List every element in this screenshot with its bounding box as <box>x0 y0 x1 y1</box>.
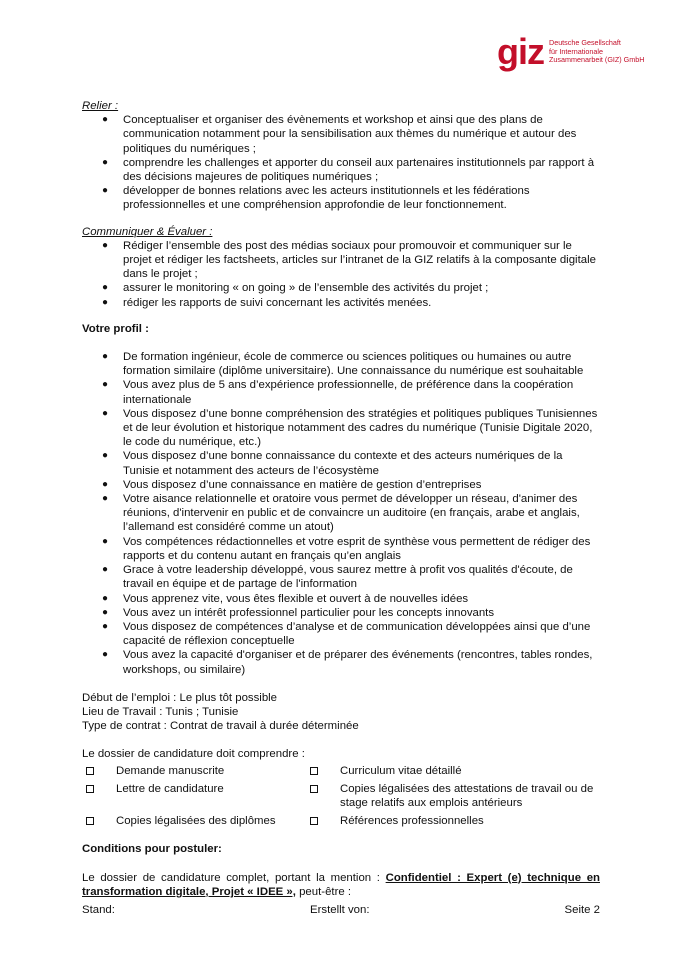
footer-stand: Stand: <box>82 904 115 916</box>
checklist-item: Curriculum vitae détaillé <box>306 764 600 778</box>
list-item: ● Grace à votre leadership développé, vous saurez mettre à profit vos qualités d'écoute, de travail en équipe et de partage de l'information <box>102 564 573 591</box>
profil-heading: Votre profil : <box>82 322 149 335</box>
list-item: ● Vos compétences rédactionnelles et votre esprit de synthèse vous permettent de rédiger des rapports et du contenu autant en français qu’en anglais <box>102 535 591 562</box>
list-item: ● assurer le monitoring « on going » de l’ensemble des activités du projet ; <box>102 282 489 295</box>
bullet-icon: ● <box>102 407 109 419</box>
list-item: ● Vous disposez de compétences d’analyse et de communication développées ainsi que d’une capacité de réflexion conceptuelle <box>102 620 591 648</box>
checklist-item: Copies légalisées des diplômes <box>82 814 306 828</box>
bullet-icon: ● <box>102 606 109 618</box>
checklist-item: Copies légalisées des attestations de travail ou de stage relatifs aux emplois antérieurs <box>306 782 600 810</box>
profil-list <box>82 350 600 677</box>
lieu-travail: Lieu de Travail : Tunis ; Tunisie <box>82 705 239 718</box>
bullet-icon: ● <box>102 564 109 576</box>
bullet-icon: ● <box>102 239 109 251</box>
list-item: ● Rédiger l’ensemble des post des médias sociaux pour promouvoir et communiquer sur le projet et rédiger les factsheets, articles sur l’intranet de la GIZ relatifs à la composante digitale dans le projet ; <box>102 239 596 281</box>
bullet-icon: ● <box>102 185 109 197</box>
checkbox-icon <box>86 785 94 793</box>
dossier-intro: Le dossier de candidature doit comprendre : <box>82 748 305 761</box>
list-item: ● Conceptualiser et organiser des évènements et workshop et ainsi que des plans de communication notamment pour la sensibilisation aux thèmes du numérique et autour des politiques du numériques ; <box>102 114 577 155</box>
list-item: ● Vous apprenez vite, vous êtes flexible et ouvert à de nouvelles idées <box>102 592 469 605</box>
page-footer <box>82 903 600 919</box>
bullet-icon: ● <box>102 296 109 308</box>
relier-heading: Relier : <box>82 100 119 112</box>
checklist-item: Lettre de candidature <box>82 782 306 810</box>
giz-logo-mark: giz <box>497 31 544 72</box>
checklist-item: Références professionnelles <box>306 814 600 828</box>
list-item: ● Vous avez la capacité d'organiser et de préparer des événements (rencontres, tables rondes, workshops, ou similaire) <box>102 649 593 676</box>
list-item: ● Vous disposez d’une bonne connaissance du contexte et des acteurs numériques de la Tunisie et notamment des acteurs de l’écosystème <box>102 450 563 477</box>
mention-confidentiel: Confidentiel : Expert (e) technique en transformation digitale, Projet « IDEE », <box>82 871 600 898</box>
checklist-item: Demande manuscrite <box>82 764 306 778</box>
list-item: ● Vous avez un intérêt professionnel particulier pour les concepts innovants <box>102 606 495 619</box>
job-details <box>82 691 600 734</box>
list-item: ● comprendre les challenges et apporter du conseil aux partenaires institutionnels par rapport à des décisions majeures de politiques numériques ; <box>102 156 595 184</box>
checkbox-icon <box>310 767 318 775</box>
checkbox-icon <box>86 767 94 775</box>
list-item: ● Vous avez plus de 5 ans d’expérience professionnelle, de préférence dans la coopération internationale <box>102 379 574 406</box>
giz-logo <box>497 31 657 78</box>
bullet-icon: ● <box>102 649 109 661</box>
debut-emploi: Début de l’emploi : Le plus tôt possible <box>82 691 278 704</box>
bullet-icon: ● <box>102 450 109 462</box>
bullet-icon: ● <box>102 351 109 363</box>
list-item: ● Votre aisance relationnelle et oratoire vous permet de développer un réseau, d'animer des réunions, d'intervenir en public et de convaincre un auditoire (en français, arabe et anglais, l’allemand est considéré comme un atout) <box>102 493 580 534</box>
type-contrat: Type de contrat : Contrat de travail à durée déterminée <box>82 720 359 733</box>
conditions-heading: Conditions pour postuler: <box>82 843 222 856</box>
bullet-icon: ● <box>102 282 109 294</box>
conditions-paragraph: Le dossier de candidature complet, portant la mention : Confidentiel : Expert (e) technique en transformation digitale, Projet « IDEE », peut-être : <box>82 871 600 898</box>
org-line: Deutsche Gesellschaft <box>549 38 621 47</box>
bullet-icon: ● <box>102 493 109 505</box>
relier-list <box>82 113 600 212</box>
list-item: ● Vous disposez d’une connaissance en matière de gestion d’entreprises <box>102 478 482 491</box>
checkbox-icon <box>86 817 94 825</box>
checkbox-icon <box>310 817 318 825</box>
list-item: ● De formation ingénieur, école de commerce ou sciences politiques ou humaines ou autre formation similaire (diplôme universitaire). Une connaissance du numérique est souhaitable <box>102 351 584 378</box>
bullet-icon: ● <box>102 114 109 126</box>
footer-erstellt: Erstellt von: <box>310 904 370 916</box>
list-item: ● Vous disposez d’une bonne compréhension des stratégies et politiques publiques Tunisiennes et de leur évolution et historique notamment des cadres du numérique (Tunisie Digitale 2020, le code du numérique, etc.) <box>102 407 598 449</box>
org-line: Zusammenarbeit (GIZ) GmbH <box>549 55 645 65</box>
dossier-checklist <box>82 764 600 829</box>
bullet-icon: ● <box>102 379 109 391</box>
list-item: ● développer de bonnes relations avec les acteurs institutionnels et les fédérations professionnelles et une compréhension approfondie de leur fonctionnement. <box>102 185 530 212</box>
org-line: für Internationale <box>549 46 603 56</box>
bullet-icon: ● <box>102 156 109 168</box>
communiquer-heading: Communiquer & Évaluer : <box>82 225 213 238</box>
document-body <box>82 99 600 899</box>
bullet-icon: ● <box>102 535 109 547</box>
bullet-icon: ● <box>102 620 109 632</box>
bullet-icon: ● <box>102 478 109 490</box>
checkbox-icon <box>310 785 318 793</box>
bullet-icon: ● <box>102 592 109 604</box>
communiquer-list <box>82 239 600 310</box>
list-item: ● rédiger les rapports de suivi concernant les activités menées. <box>102 296 432 309</box>
footer-page-number: Seite 2 <box>564 904 600 916</box>
giz-logo-org-name <box>549 39 659 65</box>
